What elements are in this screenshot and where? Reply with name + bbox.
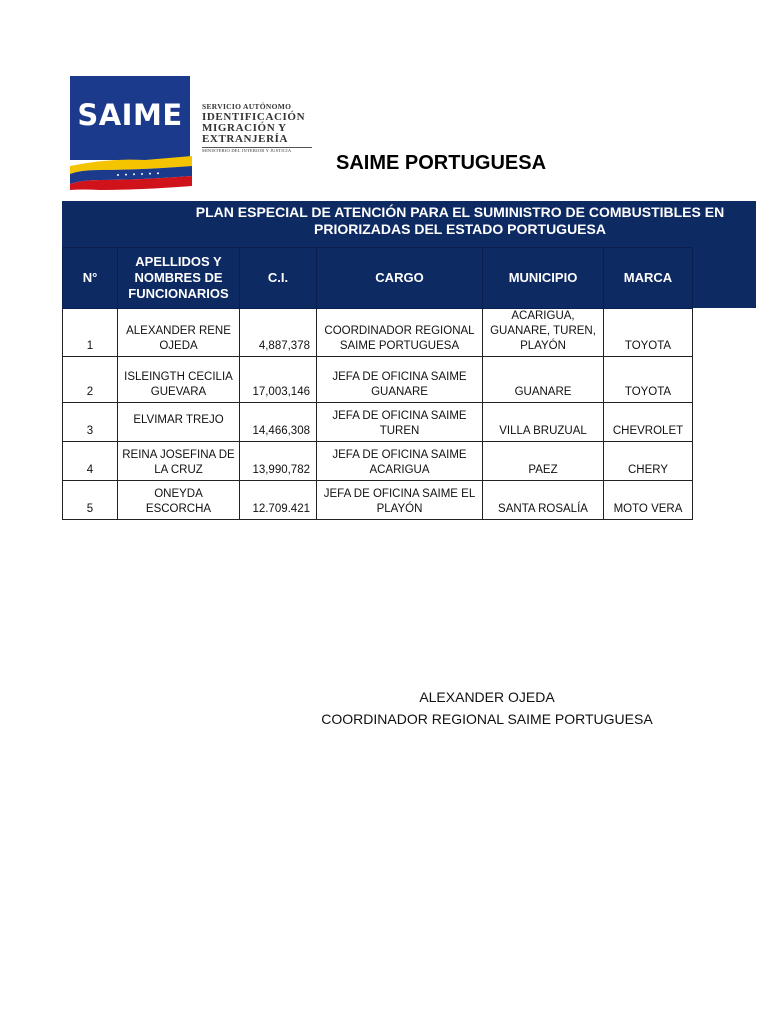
- cell-number: 3: [63, 403, 118, 442]
- plan-title: [62, 204, 768, 238]
- signature-role: COORDINADOR REGIONAL SAIME PORTUGUESA: [321, 711, 653, 727]
- cell-cargo: JEFA DE OFICINA SAIME EL PLAYÓN: [317, 481, 483, 520]
- cell-cargo: JEFA DE OFICINA SAIME ACARIGUA: [317, 442, 483, 481]
- table-row: [63, 442, 693, 481]
- signature-block: [300, 686, 674, 730]
- table-header-row: [63, 248, 693, 309]
- saime-logo: [70, 76, 308, 188]
- cell-cargo: JEFA DE OFICINA SAIME GUANARE: [317, 357, 483, 403]
- cell-municipio: ACARIGUA, GUANARE, TUREN, PLAYÓN: [483, 309, 604, 357]
- cell-ci: 14,466,308: [240, 403, 317, 442]
- cell-municipio: PAEZ: [483, 442, 604, 481]
- cell-marca: CHEVROLET: [604, 403, 693, 442]
- header-cargo: CARGO: [317, 248, 483, 309]
- cell-municipio: SANTA ROSALÍA: [483, 481, 604, 520]
- cell-number: 2: [63, 357, 118, 403]
- cell-number: 4: [63, 442, 118, 481]
- cell-marca: TOYOTA: [604, 309, 693, 357]
- header-municipio: MUNICIPIO: [483, 248, 604, 309]
- logo-wordmark: SAIME: [77, 98, 183, 132]
- table-row: [63, 403, 693, 442]
- logo-line-2: IDENTIFICACIÓN: [202, 111, 306, 123]
- logo-institution-text: [202, 101, 312, 154]
- logo-line-4: EXTRANJERÍA: [202, 133, 289, 145]
- plan-title-line-1: PLAN ESPECIAL DE ATENCIÓN PARA EL SUMINISTRO DE COMBUSTIBLES EN: [195, 204, 725, 220]
- venezuela-flag-ribbon-icon: [70, 156, 192, 190]
- plan-title-line-2: PRIORIZADAS DEL ESTADO PORTUGUESA: [314, 221, 606, 237]
- cell-name: ALEXANDER RENE OJEDA: [118, 309, 240, 357]
- cell-name: ELVIMAR TREJO: [118, 403, 240, 442]
- logo-blue-box: [70, 76, 190, 160]
- cell-municipio: VILLA BRUZUAL: [483, 403, 604, 442]
- table-row: [63, 481, 693, 520]
- signature-name: ALEXANDER OJEDA: [419, 689, 555, 705]
- cell-name: ISLEINGTH CECILIA GUEVARA: [118, 357, 240, 403]
- cell-municipio: GUANARE: [483, 357, 604, 403]
- cell-name: REINA JOSEFINA DE LA CRUZ: [118, 442, 240, 481]
- header-marca: MARCA: [604, 248, 693, 309]
- cell-ci: 13,990,782: [240, 442, 317, 481]
- cell-marca: TOYOTA: [604, 357, 693, 403]
- cell-cargo: JEFA DE OFICINA SAIME TUREN: [317, 403, 483, 442]
- logo-line-3: MIGRACIÓN Y: [202, 122, 287, 134]
- cell-ci: 12.709.421: [240, 481, 317, 520]
- cell-number: 1: [63, 309, 118, 357]
- cell-number: 5: [63, 481, 118, 520]
- header-name: APELLIDOS Y NOMBRES DE FUNCIONARIOS: [118, 248, 240, 309]
- cell-ci: 17,003,146: [240, 357, 317, 403]
- header-ci: C.I.: [240, 248, 317, 309]
- table-row: [63, 357, 693, 403]
- table-row: [63, 309, 693, 357]
- cell-cargo: COORDINADOR REGIONAL SAIME PORTUGUESA: [317, 309, 483, 357]
- header-number: N°: [63, 248, 118, 309]
- logo-line-1: SERVICIO AUTÓNOMO: [202, 102, 292, 111]
- cell-ci: 4,887,378: [240, 309, 317, 357]
- cell-marca: CHERY: [604, 442, 693, 481]
- cell-marca: MOTO VERA: [604, 481, 693, 520]
- personnel-table: [62, 247, 693, 520]
- document-title: SAIME PORTUGUESA: [336, 152, 547, 174]
- logo-line-5: MINISTERIO DEL INTERIOR Y JUSTICIA: [202, 148, 292, 153]
- cell-name: ONEYDA ESCORCHA: [118, 481, 240, 520]
